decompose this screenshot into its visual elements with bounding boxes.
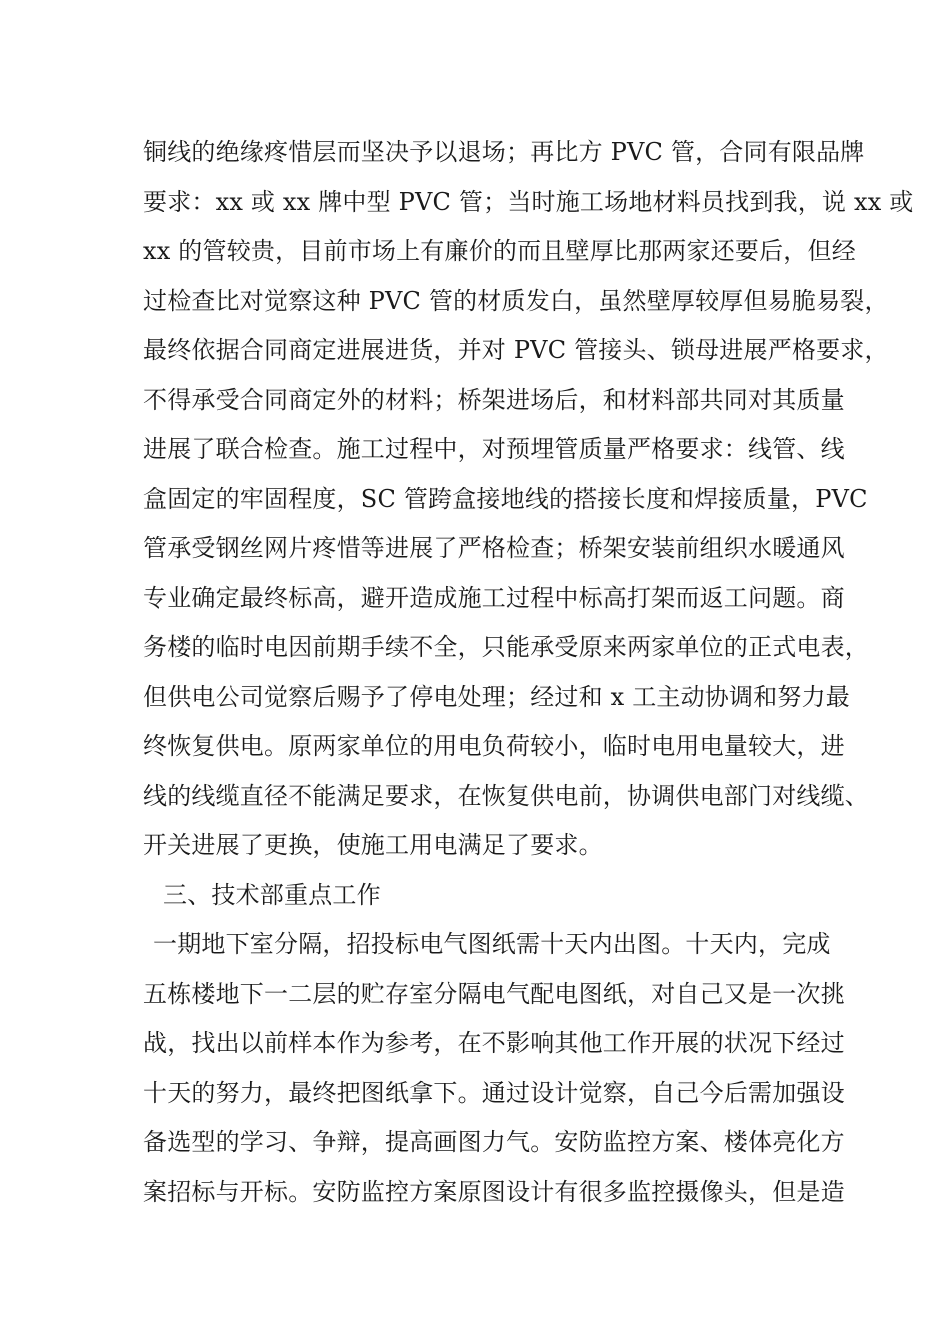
paragraph-line: 专业确定最终标高，避开造成施工过程中标高打架而返工问题。商 [143,583,845,612]
paragraph-line: xx 的管较贵，目前市场上有廉价的而且壁厚比那两家还要后，但经 [143,237,856,265]
paragraph-line: 五栋楼地下一二层的贮存室分隔电气配电图纸，对自己又是一次挑 [143,979,845,1008]
paragraph-line: 过检查比对觉察这种 PVC 管的材质发白，虽然壁厚较厚但易脆易裂， [143,286,889,315]
paragraph-line: 一期地下室分隔，招投标电气图纸需十天内出图。十天内，完成 [153,930,831,958]
paragraph-line: 盒固定的牢固程度，SC 管跨盒接地线的搭接长度和焊接质量，PVC [143,484,868,513]
paragraph-line: 战，找出以前样本作为参考，在不影响其他工作开展的状况下经过 [143,1029,845,1057]
paragraph-line: 案招标与开标。安防监控方案原图设计有很多监控摄像头，但是造 [143,1177,845,1206]
paragraph-line: 要求：xx 或 xx 牌中型 PVC 管；当时施工场地材料员找到我，说 xx 或 [143,187,914,216]
paragraph-line: 终恢复供电。原两家单位的用电负荷较小，临时电用电量较大，进 [143,732,845,760]
paragraph-line: 进展了联合检查。施工过程中，对预埋管质量严格要求：线管、线 [143,435,845,463]
paragraph-line: 管承受钢丝网片疼惜等进展了严格检查；桥架安装前组织水暖通风 [143,534,845,562]
document-body [143,128,914,1217]
paragraph-line: 不得承受合同商定外的材料；桥架进场后，和材料部共同对其质量 [143,385,845,414]
paragraph-line: 备选型的学习、争辩，提高画图力气。安防监控方案、楼体亮化方 [143,1128,845,1156]
paragraph-line: 线的线缆直径不能满足要求，在恢复供电前，协调供电部门对线缆、 [143,781,869,810]
paragraph-line: 务楼的临时电因前期手续不全，只能承受原来两家单位的正式电表， [143,633,869,661]
paragraph-line: 十天的努力，最终把图纸拿下。通过设计觉察，自己今后需加强设 [143,1078,845,1107]
paragraph-line: 开关进展了更换，使施工用电满足了要求。 [143,831,603,859]
section-heading: 三、技术部重点工作 [163,880,381,909]
paragraph-line: 铜线的绝缘疼惜层而坚决予以退场；再比方 PVC 管，合同有限品牌 [143,138,865,166]
paragraph-line: 但供电公司觉察后赐予了停电处理；经过和 x 工主动协调和努力最 [143,682,850,711]
paragraph-line: 最终依据合同商定进展进货，并对 PVC 管接头、锁母进展严格要求， [143,336,889,364]
